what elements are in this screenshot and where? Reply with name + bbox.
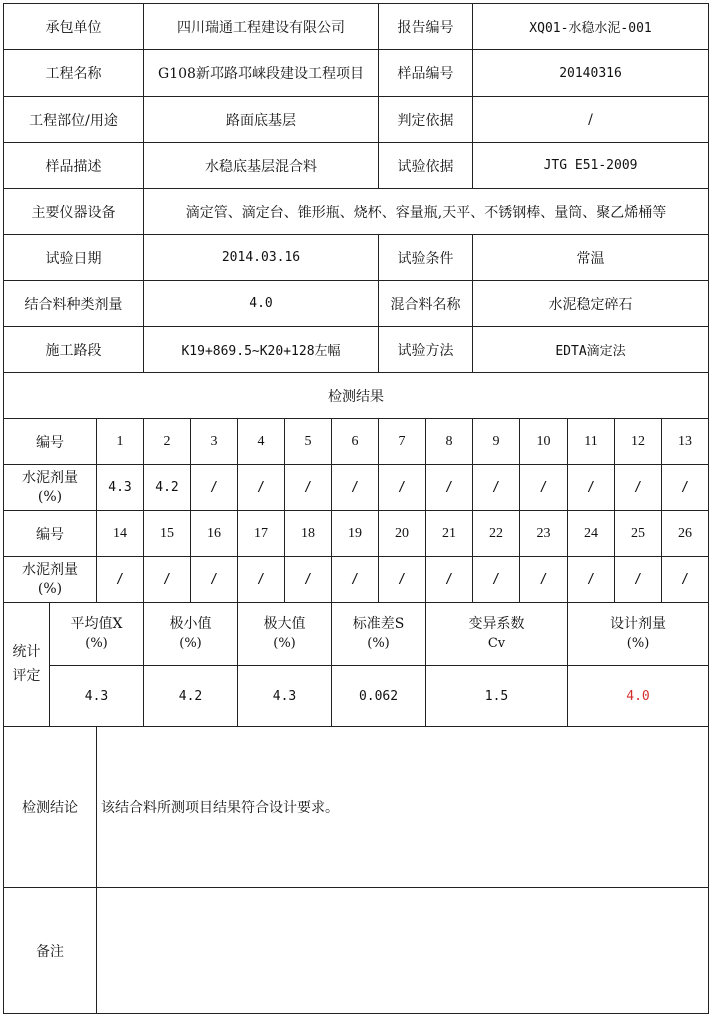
stat-value-mean: 4.3 xyxy=(50,666,144,727)
row-equipment xyxy=(4,189,709,235)
sample-number: 25 xyxy=(615,511,662,557)
label-cement-dosage xyxy=(4,557,97,603)
sample-number: 19 xyxy=(332,511,379,557)
stat-header-unit: (%) xyxy=(85,635,108,651)
sample-number: 14 xyxy=(97,511,144,557)
stat-header-label: 标准差S xyxy=(352,616,405,633)
value-sample-desc: 水稳底基层混合料 xyxy=(144,143,379,189)
row-cement-dosage-2 xyxy=(4,557,709,603)
sample-number: 6 xyxy=(332,419,379,465)
stat-header-unit: Cv xyxy=(487,635,506,651)
stat-value-min: 4.2 xyxy=(144,666,238,727)
label-cement-dosage-unit: (%) xyxy=(37,488,63,505)
dosage-value: / xyxy=(662,465,709,511)
value-test-date: 2014.03.16 xyxy=(144,235,379,281)
sample-number: 26 xyxy=(662,511,709,557)
value-report-no: XQ01-水稳水泥-001 xyxy=(473,4,709,50)
stat-header-label: 平均值X xyxy=(70,616,123,633)
dosage-value: / xyxy=(332,465,379,511)
dosage-value: / xyxy=(520,465,568,511)
label-sample-desc: 样品描述 xyxy=(4,143,144,189)
row-cement-dosage-1 xyxy=(4,465,709,511)
stat-header-label: 变异系数 xyxy=(468,616,525,633)
stat-header-label: 设计剂量 xyxy=(610,616,667,633)
dosage-value: / xyxy=(473,465,520,511)
dosage-value: / xyxy=(568,557,615,603)
results-title: 检测结果 xyxy=(4,373,709,419)
dosage-value: / xyxy=(332,557,379,603)
dosage-value: / xyxy=(426,557,473,603)
row-conclusion xyxy=(4,727,709,888)
label-remarks: 备注 xyxy=(4,888,97,1014)
label-sample-number: 编号 xyxy=(4,511,97,557)
value-conclusion: 该结合料所测项目结果符合设计要求。 xyxy=(97,727,709,888)
sample-number: 4 xyxy=(238,419,285,465)
stat-header-unit: (%) xyxy=(367,635,390,651)
row-binder-dosage xyxy=(4,281,709,327)
value-method: EDTA滴定法 xyxy=(473,327,709,373)
sample-number: 9 xyxy=(473,419,520,465)
dosage-value: / xyxy=(191,557,238,603)
dosage-value: / xyxy=(615,557,662,603)
label-project: 工程名称 xyxy=(4,50,144,97)
sample-number: 13 xyxy=(662,419,709,465)
label-part: 工程部位/用途 xyxy=(4,97,144,143)
report-table xyxy=(3,3,709,1014)
label-conclusion: 检测结论 xyxy=(4,727,97,888)
sample-number: 18 xyxy=(285,511,332,557)
value-mix-name: 水泥稳定碎石 xyxy=(473,281,709,327)
sample-number: 3 xyxy=(191,419,238,465)
row-section xyxy=(4,327,709,373)
row-stats-values xyxy=(4,666,709,727)
sample-number: 15 xyxy=(144,511,191,557)
dosage-value: / xyxy=(426,465,473,511)
label-contractor: 承包单位 xyxy=(4,4,144,50)
sample-number: 21 xyxy=(426,511,473,557)
value-sample-no: 20140316 xyxy=(473,50,709,97)
row-sample-desc xyxy=(4,143,709,189)
dosage-value: / xyxy=(662,557,709,603)
row-results-title xyxy=(4,373,709,419)
label-cement-dosage-unit: (%) xyxy=(37,580,63,597)
dosage-value: / xyxy=(238,557,285,603)
sample-number: 8 xyxy=(426,419,473,465)
stat-value-max: 4.3 xyxy=(238,666,332,727)
row-part xyxy=(4,97,709,143)
label-cement-dosage xyxy=(4,465,97,511)
stat-header-min xyxy=(144,603,238,666)
stat-header-unit: (%) xyxy=(179,635,202,651)
stat-header-stddev xyxy=(332,603,426,666)
sample-number: 24 xyxy=(568,511,615,557)
value-test-basis: JTG E51-2009 xyxy=(473,143,709,189)
dosage-value: / xyxy=(285,557,332,603)
label-sample-no: 样品编号 xyxy=(379,50,473,97)
dosage-value: / xyxy=(97,557,144,603)
label-binder-dosage: 结合料种类剂量 xyxy=(4,281,144,327)
value-basis: / xyxy=(473,97,709,143)
row-stats-headers xyxy=(4,603,709,666)
sample-number: 17 xyxy=(238,511,285,557)
stat-value-design: 4.0 xyxy=(568,666,709,727)
stat-header-unit: (%) xyxy=(273,635,296,651)
sample-number: 22 xyxy=(473,511,520,557)
row-remarks xyxy=(4,888,709,1014)
sample-number: 23 xyxy=(520,511,568,557)
dosage-value: / xyxy=(568,465,615,511)
row-project xyxy=(4,50,709,97)
stat-value-cv: 1.5 xyxy=(426,666,568,727)
dosage-value: / xyxy=(379,465,426,511)
label-mix-name: 混合料名称 xyxy=(379,281,473,327)
label-sample-number: 编号 xyxy=(4,419,97,465)
value-binder-dosage: 4.0 xyxy=(144,281,379,327)
dosage-value: / xyxy=(473,557,520,603)
label-test-date: 试验日期 xyxy=(4,235,144,281)
stat-header-max xyxy=(238,603,332,666)
dosage-value: / xyxy=(144,557,191,603)
row-sample-numbers-2 xyxy=(4,511,709,557)
value-section: K19+869.5~K20+128左幅 xyxy=(144,327,379,373)
label-basis: 判定依据 xyxy=(379,97,473,143)
dosage-value: 4.3 xyxy=(97,465,144,511)
row-contractor xyxy=(4,4,709,50)
sample-number: 12 xyxy=(615,419,662,465)
stat-value-stddev: 0.062 xyxy=(332,666,426,727)
row-sample-numbers-1 xyxy=(4,419,709,465)
sample-number: 11 xyxy=(568,419,615,465)
sample-number: 7 xyxy=(379,419,426,465)
dosage-value: / xyxy=(238,465,285,511)
value-equipment: 滴定管、滴定台、锥形瓶、烧杯、容量瓶,天平、不锈钢棒、量筒、聚乙烯桶等 xyxy=(144,189,709,235)
label-cement-dosage-text: 水泥剂量 xyxy=(22,562,78,579)
value-project: G108新邛路邛崃段建设工程项目 xyxy=(144,50,379,97)
sample-number: 10 xyxy=(520,419,568,465)
label-section: 施工路段 xyxy=(4,327,144,373)
value-contractor: 四川瑞通工程建设有限公司 xyxy=(144,4,379,50)
sample-number: 5 xyxy=(285,419,332,465)
value-test-condition: 常温 xyxy=(473,235,709,281)
dosage-value: / xyxy=(615,465,662,511)
dosage-value: / xyxy=(285,465,332,511)
label-report-no: 报告编号 xyxy=(379,4,473,50)
stat-header-design xyxy=(568,603,709,666)
label-stats-line2: 评定 xyxy=(12,667,41,684)
label-equipment: 主要仪器设备 xyxy=(4,189,144,235)
stat-header-unit: (%) xyxy=(626,635,650,651)
value-part: 路面底基层 xyxy=(144,97,379,143)
dosage-value: / xyxy=(520,557,568,603)
label-cement-dosage-text: 水泥剂量 xyxy=(22,470,78,487)
sample-number: 16 xyxy=(191,511,238,557)
dosage-value: / xyxy=(191,465,238,511)
dosage-value: / xyxy=(379,557,426,603)
label-method: 试验方法 xyxy=(379,327,473,373)
stat-header-cv xyxy=(426,603,568,666)
label-test-basis: 试验依据 xyxy=(379,143,473,189)
label-test-condition: 试验条件 xyxy=(379,235,473,281)
stat-header-label: 极小值 xyxy=(169,616,212,633)
sample-number: 2 xyxy=(144,419,191,465)
row-test-date xyxy=(4,235,709,281)
stat-header-label: 极大值 xyxy=(263,616,306,633)
value-remarks xyxy=(97,888,709,1014)
sample-number: 1 xyxy=(97,419,144,465)
dosage-value: 4.2 xyxy=(144,465,191,511)
label-stats-line1: 统计 xyxy=(12,643,41,660)
sample-number: 20 xyxy=(379,511,426,557)
label-stats xyxy=(4,603,50,727)
stat-header-mean xyxy=(50,603,144,666)
